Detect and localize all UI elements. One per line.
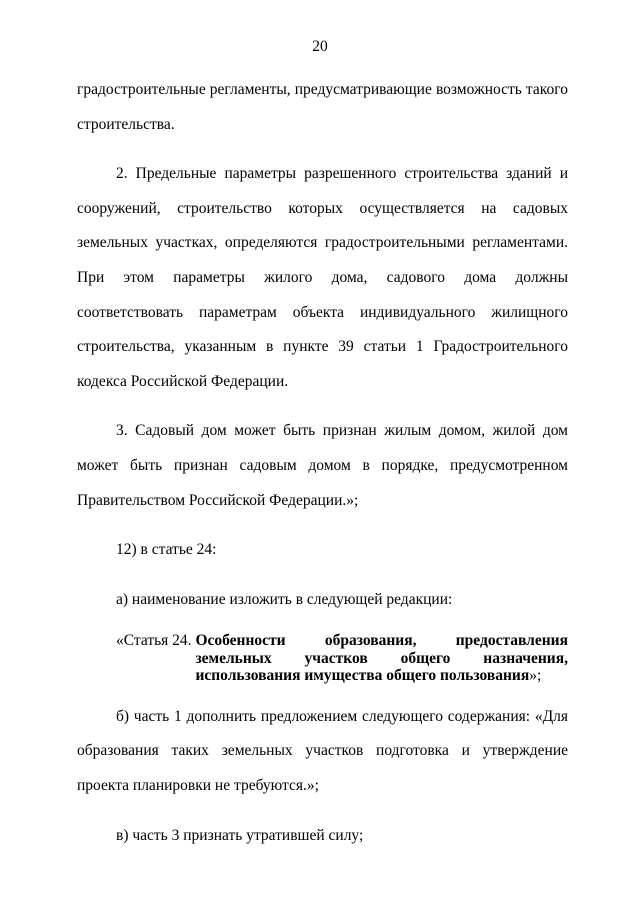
article-caption-title-text: Особенности образования, предоставления земельных участков общего назначения, использования имущества общего пользования [195,632,568,685]
page-number: 20 [312,38,328,55]
paragraph-subitem-a: а) наименование изложить в следующей редакции: [116,590,453,608]
article-caption-prefix: «Статья 24. [116,632,196,650]
article-caption-title [195,632,568,685]
paragraph-item-12: 12) в статье 24: [116,541,217,559]
paragraph-subitem-b: б) часть 1 дополнить предложением следующего содержания: «Для образования таких земельных участков подготовка и утверждение проекта планировки не требуются.»; [77,707,568,794]
article-caption [77,632,568,685]
paragraph-continuation: градостроительные регламенты, предусматривающие возможность такого строительства. [77,81,568,133]
article-caption-tail: »; [529,667,542,685]
paragraph-subitem-v: в) часть 3 признать утратившей силу; [116,826,364,844]
paragraph-item-3: 3. Садовый дом может быть признан жилым домом, жилой дом может быть признан садовым домом в порядке, предусмотренном Правительством Российской Федерации.»; [77,422,568,509]
document-body [77,73,568,868]
paragraph-item-2: 2. Предельные параметры разрешенного строительства зданий и сооружений, строительство которых осуществляется на садовых земельных участках, определяются градостроительными регламентами. При этом параметры жилого дома, садового дома должны соответствовать параметрам объекта индивидуального жилищного строительства, указанным в пункте 39 статьи 1 Градостроительного кодекса Российской Федерации. [77,165,568,390]
